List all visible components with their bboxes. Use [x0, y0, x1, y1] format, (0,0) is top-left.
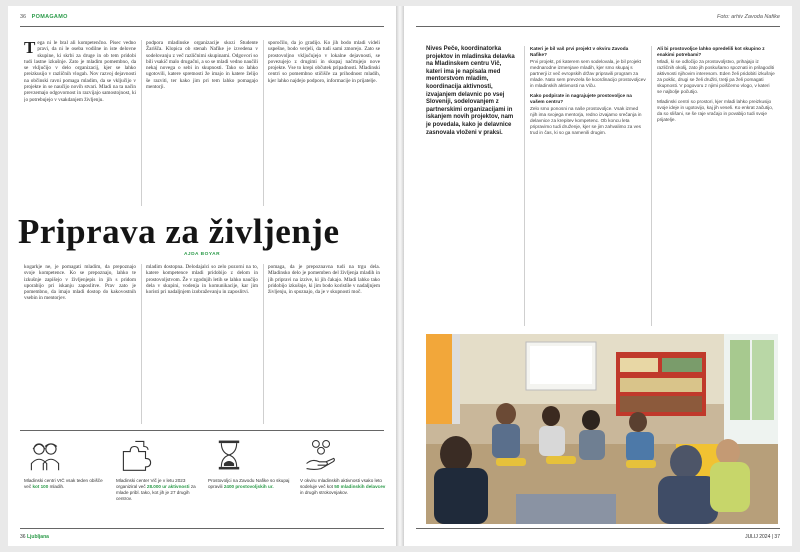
- stat-item: Prostovoljci na Zavodu Nafike so skupaj opravili 2400 prostovoljskih ur.: [208, 438, 294, 490]
- left-folio: 36 Ljubljana: [20, 534, 49, 540]
- stat-highlight: kot 100: [32, 484, 49, 489]
- column-divider: [263, 40, 264, 206]
- interview-answer: Prvi projekt, pri katerem sem sodelovala, je bil projekt mednarodne izmenjave mladih, kjer smo skupaj s partnerji iz več evropskih držav pripravili program za mlade. Nato sem prevzela še koordinacijo prostovoljcev in mladinskih aktivnosti na Viču.: [530, 59, 646, 88]
- people-icon: [28, 438, 62, 472]
- stat-item: Mladinski centri VIČ vsak teden obišče več kot 100 mladih.: [24, 438, 110, 490]
- interview-question: Kateri je bil vaš prvi projekt v okviru Zavoda Nafike?: [530, 46, 629, 57]
- workshop-photo: [426, 334, 778, 524]
- interview-answer: Mladinski centri so prostori, kjer mladi lahko preizkusijo svoje ideje in ugotovijo, kaj jih veseli. Ko enkrat začutijo, da so slišani, se še raje vračajo in povabijo tudi svoje prijatelje.: [657, 99, 774, 122]
- interview-answer: Mladi, ki se odločijo za prostovoljstvo, prihajajo iz različnih okolij, zato jih poskušamo spoznati in prilagoditi aktivnosti njihovim interesom. Eden želi pridobiti izkušnje za poklic, drugi se želi družiti, tretji pa želi pomagati skupnosti. V pogovoru z njimi poiščemo vlogo, v kateri se najbolje počutijo.: [657, 59, 775, 94]
- stat-item: V okviru mladinskih aktivnosti vsako leto sodeluje več kot 50 mladinskih delavcev in drugih strokovnjakov.: [300, 438, 386, 496]
- section-label: POMAGAMO: [31, 14, 68, 20]
- body-column-3: sporočilo, da jo gradijo. Ko jih bodo mladi videli uspešne, bodo verjeli, da tudi sami zmorejo. Zato se prostovoljno vključujejo v lokalne dejavnosti, se povezujejo z drugimi in skupaj načrtujejo nove projekte. Vse to krepi občutek pripadnosti. Mladinski centri so pomembno stičišče za prihodnost mladih, kjer lahko najdejo podporo, informacije in prijatelje.: [268, 40, 380, 84]
- interview-intro: Nives Peče, koordinatorka projektov in mladinska delavka na Mladinskem centru Vič, kateri ima je napisala med mentorstvom mladim, koordinacija aktivnosti, izvajanjem delavnic po vsej Sloveniji, sodelovanjem z partnerskimi organizacijami in iskanjem novih projektov, nam je povedala, kako je delavnice zasnovala vloženi v praksi.: [426, 46, 515, 136]
- spine-gutter: [396, 6, 404, 546]
- bottom-rule: [416, 528, 780, 529]
- column-divider: [263, 264, 264, 424]
- body-column-2: podpora mladinske organizacije skozi Študente Žarišča. Klopica ob stenah Nafike je izvedena v sodelovanju z več različnimi skupinami. Odgovori so bili vsakič malo drugačni, a so se mladi vedno naučili nekaj novega o sebi in skupnosti. Tako so lahko ugotovili, katere spretnosti že imajo in katere želijo še razviti, ter kako jim pri tem lahko pomagajo mentorji.: [146, 40, 258, 91]
- interview-answer: Zelo smo ponosni na naše prostovoljce. Vsak izmed njih ima svojega mentorja, redno izvajamo srečanja in delavnice za krepitev kompetenc. Ob koncu leta pripravimo tudi druženje, kjer se jim zahvalimo za ves trud in čas, ki so ga namenili drugim.: [530, 106, 642, 135]
- hourglass-icon: [212, 438, 246, 472]
- column-divider: [524, 46, 525, 326]
- drop-cap: T: [24, 40, 36, 57]
- body-column-4: kogarkje ne, je pomagati mladim, da prepoznajo svoje kompetence. Ko se prepoznajo, lahko te izkušnje zapišejo v življenjepis in jih s pridom uporabijo pri iskanju zaposlitve. Prav zato je pomembno, da imajo mladi dostop do kakovostnih vsebin in mentorjev.: [24, 264, 136, 302]
- right-page: [404, 6, 792, 546]
- column-divider: [141, 264, 142, 424]
- body-column-1: Tega ni le bral ali kompetenčno. Pisec vedno pravi, da ni le oseba vodilne in iste delovne skupine, ki skrbi za druge in ob tem pridobi tudi lastne izkušnje. Zato je mladim pomembno, da se vključijo v delo organizacij, kjer se lahko preizkusijo v različnih vlogah. Nov razvoj dejavnosti na občinski ravni pomaga mladim, da se vključijo v projekte in se naučijo novih stvari. Mladi na ta način prevzemajo odgovornost in razvijajo samostojnost, ki jo potrebujejo v vsakdanjem življenju.: [24, 40, 136, 103]
- column-divider: [651, 46, 652, 326]
- interview-column-1: [530, 46, 646, 326]
- body-column-6: pomaga, da je prepoznavna tudi na trgu dela. Mladinsko delo je pomemben del življenja mladih in jih pripravi na izzive, ki jih čakajo. Mladi lahko tako pridobijo izkušnje, ki jim bodo koristile v nadaljnjem življenju, in spoznajo, da je v skupnosti moč.: [268, 264, 380, 296]
- interview-column-2: [657, 46, 775, 326]
- column-divider: [141, 40, 142, 206]
- stats-infographic: [24, 438, 384, 518]
- article-title: Priprava za življenje: [18, 212, 340, 251]
- top-rule: [416, 26, 780, 27]
- interview-question: Kako podpirate in nagrajujete prostovoljce na vašem centru?: [530, 93, 632, 104]
- hands-icon: [304, 438, 338, 472]
- body-column-5: mladim dostopna. Delodajalci so zelo pozorni na to, katere kompetence mladi pridobijo z delom in prostovoljstvom. Že v zgodnjih letih se lahko naučijo dela v skupini, vodenja in komunikacije, kar jim koristi pri nadaljnjem izobraževanju in zaposlitvi.: [146, 264, 258, 296]
- stats-rule: [20, 430, 384, 431]
- article-author: AJDA BOYAR: [183, 252, 221, 257]
- stat-highlight: 2400 prostovoljskih ur.: [223, 484, 274, 489]
- interview-question: Ali bi prostovoljce lahko opredelili kot skupino z enakimi potrebami?: [657, 46, 765, 57]
- top-rule: [20, 26, 384, 27]
- puzzle-icon: [120, 438, 154, 472]
- stat-highlight: 50 mladinskih delavcev: [334, 484, 386, 489]
- photo-credit: Foto: arhiv Zavoda Nafike: [717, 14, 780, 20]
- left-running-page-number: 36: [20, 14, 27, 20]
- left-page: [8, 6, 396, 546]
- stat-highlight: 28.000 ur aktivnosti: [146, 484, 190, 489]
- right-folio: JULIJ 2024 | 37: [745, 534, 780, 540]
- bottom-rule: [20, 528, 384, 529]
- stat-item: Mladinski center Vič je v letu 2023 organiziral več 28.000 ur aktivnosti za mlade pribl. tako, kot jih je 27 drugih centrov.: [116, 438, 202, 502]
- left-running-head: [20, 14, 68, 20]
